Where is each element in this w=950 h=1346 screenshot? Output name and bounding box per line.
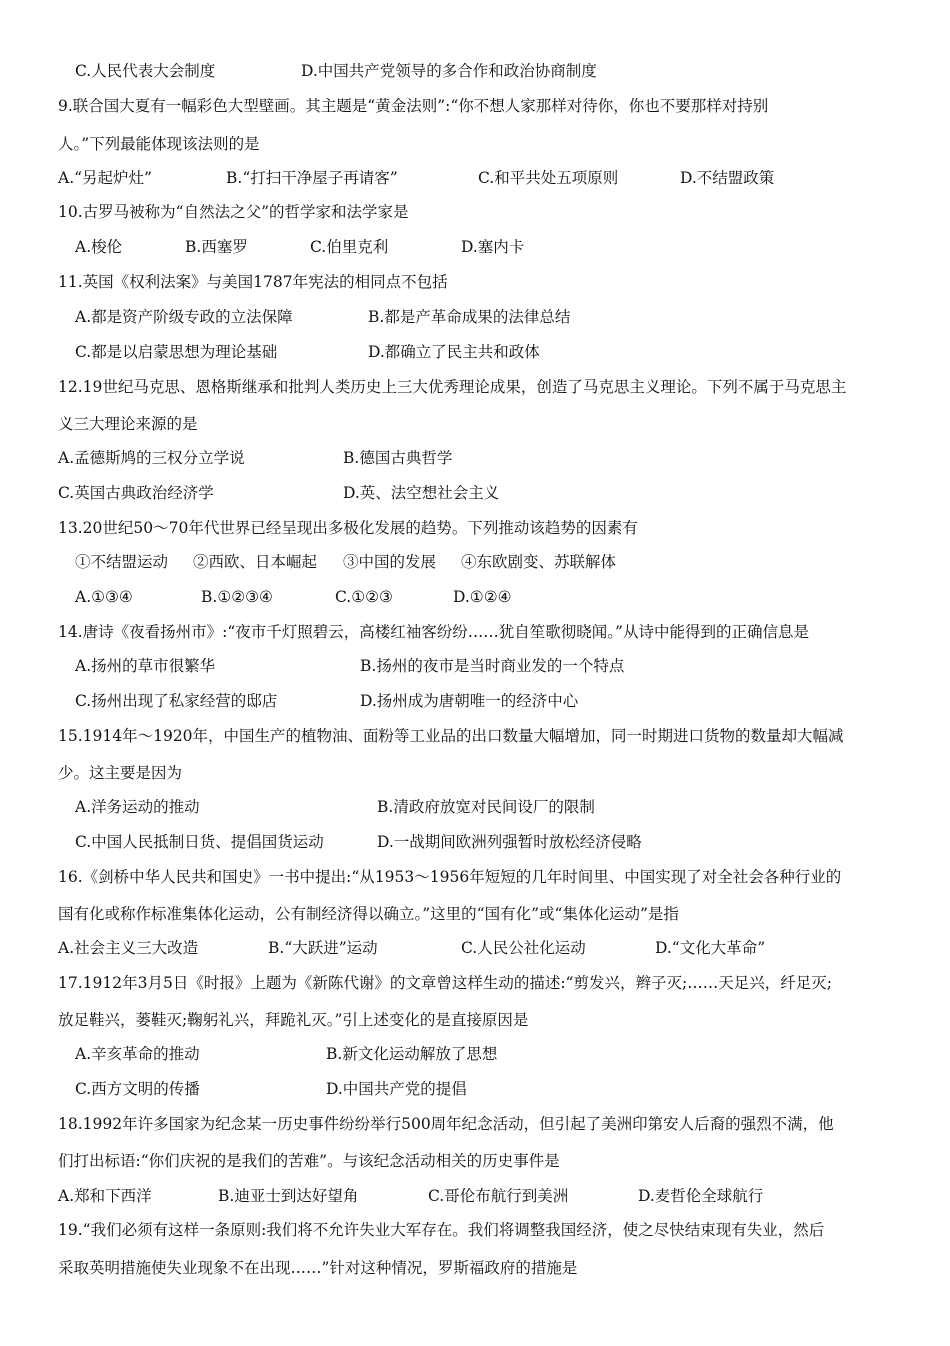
q12-options-row-2 bbox=[0, 481, 950, 505]
q18-stem-text-2: 们打出标语:“你们庆祝的是我们的苦难”。与该纪念活动相关的历史事件是 bbox=[58, 1152, 560, 1170]
q13-option-a: A.①③④ bbox=[75, 588, 133, 606]
q10-option-b: B.西塞罗 bbox=[185, 238, 248, 256]
q12-option-a: A.孟德斯鸠的三权分立学说 bbox=[58, 449, 245, 467]
q14-options-row-2 bbox=[0, 689, 950, 713]
q14-options-row-1 bbox=[0, 654, 950, 678]
q12-option-d: D.英、法空想社会主义 bbox=[343, 484, 500, 502]
q10-options-row bbox=[0, 235, 950, 259]
q8-options-row bbox=[0, 59, 950, 83]
q15-stem-line-2 bbox=[0, 761, 950, 785]
q18-stem-line-1 bbox=[0, 1112, 950, 1136]
q15-option-b: B.清政府放宽对民间设厂的限制 bbox=[377, 798, 595, 816]
q9-stem-text-2: 人。”下列最能体现该法则的是 bbox=[58, 135, 260, 153]
q8-option-d: D.中国共产党领导的多合作和政治协商制度 bbox=[301, 62, 597, 80]
q13-item-3: ③中国的发展 bbox=[343, 553, 437, 571]
q16-stem-text-1: 16.《剑桥中华人民共和国史》一书中提出:“从1953～1956年短短的几年时间里、中国实现了对全社会各种行业的 bbox=[58, 868, 842, 886]
q15-option-d: D.一战期间欧洲列强暂时放松经济侵略 bbox=[377, 833, 642, 851]
q13-items-row bbox=[0, 550, 950, 574]
q12-stem-line-1 bbox=[0, 375, 950, 399]
q15-stem-line-1 bbox=[0, 724, 950, 748]
q9-stem-line-1 bbox=[0, 94, 950, 118]
q12-option-b: B.德国古典哲学 bbox=[343, 449, 453, 467]
q15-option-a: A.洋务运动的推动 bbox=[75, 798, 200, 816]
q19-stem-text-2: 采取英明措施使失业现象不在出现……”针对这种情况，罗斯福政府的措施是 bbox=[58, 1259, 578, 1277]
q19-stem-text-1: 19.“我们必须有这样一条原则:我们将不允许失业大军存在。我们将调整我国经济，使之尽快结束现有失业，然后 bbox=[58, 1221, 825, 1239]
q12-stem-text-1: 12.19世纪马克思、恩格斯继承和批判人类历史上三大优秀理论成果，创造了马克思主义理论。下列不属于马克思主 bbox=[58, 378, 847, 396]
q9-option-c: C.和平共处五项原则 bbox=[478, 169, 619, 187]
q18-option-b: B.迪亚士到达好望角 bbox=[218, 1187, 359, 1205]
q9-options-row bbox=[0, 166, 950, 190]
q17-stem-line-1 bbox=[0, 971, 950, 995]
q15-stem-text-2: 少。这主要是因为 bbox=[58, 764, 183, 782]
q9-stem-text-1: 9.联合国大夏有一幅彩色大型壁画。其主题是“黄金法则”:“你不想人家那样对待你，你也不要那样对持别 bbox=[58, 97, 769, 115]
q16-option-a: A.社会主义三大改造 bbox=[58, 939, 199, 957]
q17-stem-text-1: 17.1912年3月5日《时报》上题为《新陈代谢》的文章曾这样生动的描述:“剪发兴，辫子灭;……天足兴，纤足灭; bbox=[58, 974, 832, 992]
q17-stem-line-2 bbox=[0, 1008, 950, 1032]
q13-stem-line-1 bbox=[0, 516, 950, 540]
q9-stem-line-2 bbox=[0, 132, 950, 156]
q18-option-c: C.哥伦布航行到美洲 bbox=[428, 1187, 569, 1205]
q18-options-row bbox=[0, 1184, 950, 1208]
q14-stem-line-1 bbox=[0, 620, 950, 644]
q14-option-c: C.扬州出现了私家经营的邸店 bbox=[75, 692, 278, 710]
q13-stem-text: 13.20世纪50～70年代世界已经呈现出多极化发展的趋势。下列推动该趋势的因素有 bbox=[58, 519, 638, 537]
q8-option-c: C.人民代表大会制度 bbox=[75, 62, 216, 80]
q16-option-d: D.“文化大革命” bbox=[655, 939, 766, 957]
q11-stem-text: 11.英国《权利法案》与美国1787年宪法的相同点不包括 bbox=[58, 273, 448, 291]
q17-option-c: C.西方文明的传播 bbox=[75, 1080, 200, 1098]
q12-option-c: C.英国古典政治经济学 bbox=[58, 484, 214, 502]
q11-stem-line-1 bbox=[0, 270, 950, 294]
q15-option-c: C.中国人民抵制日货、提倡国货运动 bbox=[75, 833, 324, 851]
q11-options-row-2 bbox=[0, 340, 950, 364]
q14-option-b: B.扬州的夜市是当时商业发的一个特点 bbox=[360, 657, 625, 675]
q16-stem-line-1 bbox=[0, 865, 950, 889]
q11-option-b: B.都是产革命成果的法律总结 bbox=[368, 308, 571, 326]
q10-option-a: A.梭伦 bbox=[75, 238, 123, 256]
q15-stem-text-1: 15.1914年～1920年，中国生产的植物油、面粉等工业品的出口数量大幅增加，同一时期进口货物的数量却大幅减 bbox=[58, 727, 844, 745]
q18-option-d: D.麦哲伦全球航行 bbox=[638, 1187, 764, 1205]
q16-option-b: B.“大跃进”运动 bbox=[268, 939, 378, 957]
q13-item-4: ④东欧剧变、苏联解体 bbox=[461, 553, 617, 571]
q13-option-d: D.①②④ bbox=[453, 588, 512, 606]
q13-options-row bbox=[0, 585, 950, 609]
q11-option-c: C.都是以启蒙思想为理论基础 bbox=[75, 343, 278, 361]
q18-stem-line-2 bbox=[0, 1149, 950, 1173]
q14-stem-text: 14.唐诗《夜看扬州市》:“夜市千灯照碧云，高楼红袖客纷纷……犹自笙歌彻晓闻。”从诗中能得到的正确信息是 bbox=[58, 623, 809, 641]
q17-option-b: B.新文化运动解放了思想 bbox=[326, 1045, 498, 1063]
q11-options-row-1 bbox=[0, 305, 950, 329]
q15-options-row-2 bbox=[0, 830, 950, 854]
q13-item-1: ①不结盟运动 bbox=[75, 553, 169, 571]
q13-item-2: ②西欧、日本崛起 bbox=[193, 553, 318, 571]
q10-stem-line-1 bbox=[0, 200, 950, 224]
q19-stem-line-1 bbox=[0, 1218, 950, 1242]
q12-stem-text-2: 义三大理论来源的是 bbox=[58, 415, 198, 433]
q10-option-d: D.塞内卡 bbox=[461, 238, 525, 256]
q17-option-a: A.辛亥革命的推动 bbox=[75, 1045, 200, 1063]
q12-stem-line-2 bbox=[0, 412, 950, 436]
q11-option-a: A.都是资产阶级专政的立法保障 bbox=[75, 308, 293, 326]
q15-options-row-1 bbox=[0, 795, 950, 819]
q10-option-c: C.伯里克利 bbox=[310, 238, 389, 256]
q16-option-c: C.人民公社化运动 bbox=[461, 939, 586, 957]
q13-option-b: B.①②③④ bbox=[201, 588, 273, 606]
q9-option-b: B.“打扫干净屋子再请客” bbox=[226, 169, 398, 187]
q10-stem-text: 10.古罗马被称为“自然法之父”的哲学家和法学家是 bbox=[58, 203, 409, 221]
q13-option-c: C.①②③ bbox=[335, 588, 393, 606]
q17-stem-text-2: 放足鞋兴，蒌鞋灭;鞠躬礼兴，拜跪礼灭。”引上述变化的是直接原因是 bbox=[58, 1011, 529, 1029]
q18-stem-text-1: 18.1992年许多国家为纪念某一历史事件纷纷举行500周年纪念活动，但引起了美洲印第安人后裔的强烈不满，他 bbox=[58, 1115, 834, 1133]
q14-option-a: A.扬州的草市很繁华 bbox=[75, 657, 216, 675]
q12-options-row-1 bbox=[0, 446, 950, 470]
q17-options-row-1 bbox=[0, 1042, 950, 1066]
q16-options-row bbox=[0, 936, 950, 960]
q17-option-d: D.中国共产党的提倡 bbox=[326, 1080, 467, 1098]
q17-options-row-2 bbox=[0, 1077, 950, 1101]
q16-stem-line-2 bbox=[0, 902, 950, 926]
q14-option-d: D.扬州成为唐朝唯一的经济中心 bbox=[360, 692, 579, 710]
q11-option-d: D.都确立了民主共和政体 bbox=[368, 343, 540, 361]
q19-stem-line-2 bbox=[0, 1256, 950, 1280]
q9-option-a: A.“另起炉灶” bbox=[58, 169, 152, 187]
q18-option-a: A.郑和下西洋 bbox=[58, 1187, 152, 1205]
q16-stem-text-2: 国有化或称作标准集体化运动，公有制经济得以确立。”这里的“国有化”或“集体化运动”是指 bbox=[58, 905, 679, 923]
q9-option-d: D.不结盟政策 bbox=[680, 169, 775, 187]
